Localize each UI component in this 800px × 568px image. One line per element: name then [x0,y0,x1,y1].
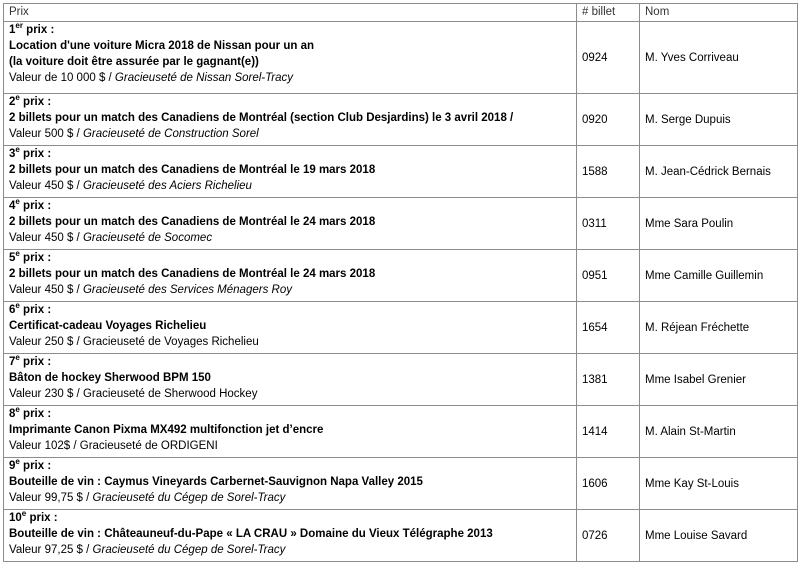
prize-rank: 3e prix : [9,146,52,160]
prize-sponsor: Gracieuseté de Nissan Sorel-Tracy [114,72,294,84]
prize-sponsor: Gracieuseté de Construction Sorel [82,128,259,140]
prize-table [3,3,798,562]
cell-prix [4,354,577,406]
prize-rank: 2e prix : [9,94,52,108]
table-row [4,250,798,302]
cell-nom: Mme Isabel Grenier [640,354,798,406]
table-header-row [4,4,798,22]
prize-rows [4,22,798,562]
prize-rank: 5e prix : [9,250,52,264]
prize-value-line [9,126,571,142]
prize-title: Imprimante Canon Pixma MX492 multifonction jet d’encre [9,424,324,436]
prize-value-line [9,178,571,194]
prize-rank: 7e prix : [9,354,52,368]
table-row [4,146,798,198]
cell-prix [4,458,577,510]
cell-billet: 0726 [577,510,640,562]
prize-value-line [9,334,571,350]
prize-value-line [9,282,571,298]
prize-title: Bouteille de vin : Châteauneuf-du-Pape « LA CRAU » Domaine du Vieux Télégraphe 2013 [9,528,493,540]
table-row [4,198,798,250]
prize-title: 2 billets pour un match des Canadiens de Montréal le 24 mars 2018 [9,268,376,280]
prize-rank: 8e prix : [9,406,52,420]
cell-billet: 0924 [577,22,640,94]
prize-value: Valeur 230 $ / Gracieuseté de Sherwood Hockey [9,388,258,400]
cell-billet: 1414 [577,406,640,458]
prize-title: 2 billets pour un match des Canadiens de Montréal le 19 mars 2018 [9,164,376,176]
prize-title-note: (la voiture doit être assurée par le gagnant(e)) [9,56,259,68]
prize-value: Valeur 250 $ / Gracieuseté de Voyages Richelieu [9,336,259,348]
prize-value: Valeur 500 $ / [9,128,83,140]
cell-nom: M. Jean-Cédrick Bernais [640,146,798,198]
table-row [4,302,798,354]
cell-prix [4,198,577,250]
prize-value: Valeur 102$ / Gracieuseté de ORDIGENI [9,440,218,452]
prize-sponsor: Gracieuseté de Socomec [82,232,213,244]
prize-sponsor: Gracieuseté des Services Ménagers Roy [82,284,292,296]
cell-prix [4,406,577,458]
header-prix: Prix [4,4,577,22]
prize-rank: 4e prix : [9,198,52,212]
prize-value-line [9,386,571,402]
cell-prix [4,302,577,354]
cell-prix [4,146,577,198]
cell-billet: 1654 [577,302,640,354]
prize-value: Valeur 450 $ / [9,180,83,192]
cell-prix [4,510,577,562]
cell-nom: Mme Louise Savard [640,510,798,562]
cell-nom: M. Réjean Fréchette [640,302,798,354]
prize-value: Valeur 450 $ / [9,284,83,296]
prize-value: Valeur 97,25 $ / [9,544,93,556]
table-row [4,510,798,562]
prize-value-line [9,70,571,86]
header-nom: Nom [640,4,798,22]
prize-sponsor: Gracieuseté du Cégep de Sorel-Tracy [92,544,286,556]
cell-billet: 0920 [577,94,640,146]
table-row [4,354,798,406]
cell-billet: 1606 [577,458,640,510]
cell-billet: 1381 [577,354,640,406]
prize-value: Valeur 99,75 $ / [9,492,93,504]
prize-rank: 10e prix : [9,510,58,524]
prize-title: 2 billets pour un match des Canadiens de Montréal le 24 mars 2018 [9,216,376,228]
prize-title: Certificat-cadeau Voyages Richelieu [9,320,207,332]
table-row [4,22,798,94]
cell-billet: 0311 [577,198,640,250]
header-billet: # billet [577,4,640,22]
table-row [4,458,798,510]
prize-rank: 1er prix : [9,22,55,36]
cell-prix [4,94,577,146]
prize-sponsor: Gracieuseté des Aciers Richelieu [82,180,252,192]
prize-rank: 9e prix : [9,458,52,472]
cell-nom: M. Alain St-Martin [640,406,798,458]
cell-prix [4,22,577,94]
table-row [4,94,798,146]
prize-value: Valeur de 10 000 $ / [9,72,115,84]
cell-nom: Mme Sara Poulin [640,198,798,250]
cell-billet: 0951 [577,250,640,302]
prize-rank: 6e prix : [9,302,52,316]
cell-billet: 1588 [577,146,640,198]
prize-value-line [9,438,571,454]
prize-title: Location d'une voiture Micra 2018 de Nissan pour un an [9,40,314,52]
cell-nom: Mme Kay St-Louis [640,458,798,510]
table-row [4,406,798,458]
cell-nom: M. Yves Corriveau [640,22,798,94]
prize-value-line [9,230,571,246]
prize-title: Bâton de hockey Sherwood BPM 150 [9,372,211,384]
prize-title: Bouteille de vin : Caymus Vineyards Carbernet-Sauvignon Napa Valley 2015 [9,476,423,488]
prize-sponsor: Gracieuseté du Cégep de Sorel-Tracy [92,492,286,504]
prize-value: Valeur 450 $ / [9,232,83,244]
cell-nom: M. Serge Dupuis [640,94,798,146]
prize-value-line [9,490,571,506]
cell-prix [4,250,577,302]
cell-nom: Mme Camille Guillemin [640,250,798,302]
prize-value-line [9,542,571,558]
prize-title: 2 billets pour un match des Canadiens de Montréal (section Club Desjardins) le 3 avril 2018 / [9,112,514,124]
